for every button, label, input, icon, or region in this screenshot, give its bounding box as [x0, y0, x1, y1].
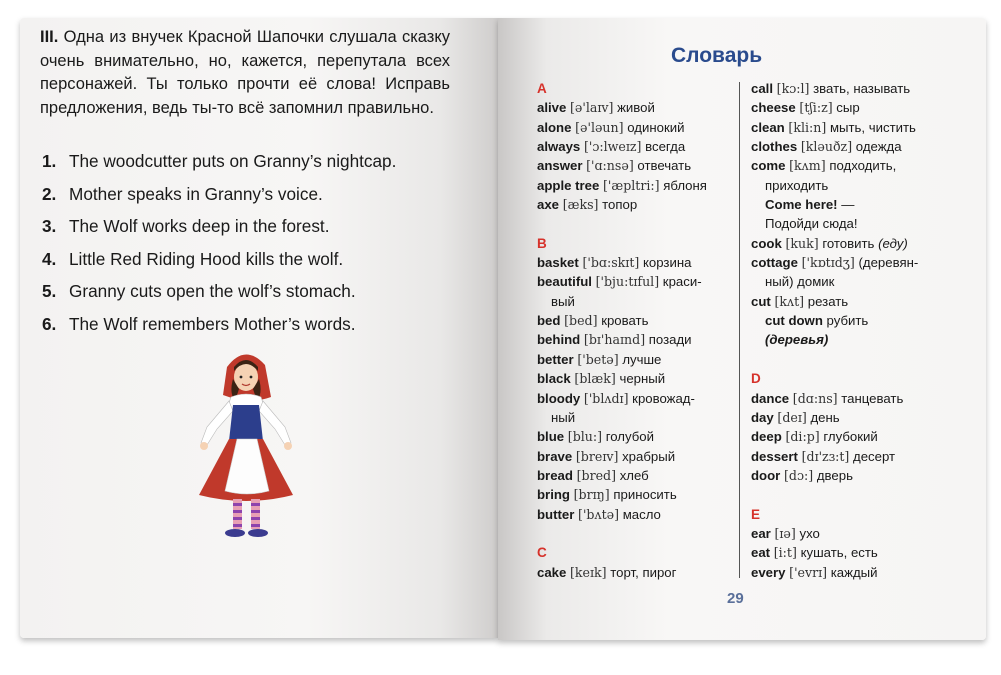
- entry-meaning: подходить,: [829, 158, 897, 174]
- entry-meaning: кушать, есть: [800, 545, 878, 561]
- entry-transcription: [kɔ:l]: [776, 81, 810, 96]
- entry-meaning: черный: [619, 371, 666, 387]
- entry-meaning: кровожад-: [632, 390, 695, 406]
- entry-word: behind: [537, 332, 581, 348]
- entry-meaning: готовить: [822, 235, 875, 251]
- sentence-text: Granny cuts open the wolf’s stomach.: [69, 281, 356, 302]
- entry-transcription: ['bʌtə]: [578, 506, 620, 522]
- red-riding-hood-illustration: [185, 345, 310, 545]
- sentence-text: The Wolf works deep in the forest.: [69, 216, 330, 237]
- dictionary-entry: [537, 98, 742, 117]
- entry-word: cheese: [751, 100, 796, 116]
- phrase-meaning: —: [841, 197, 855, 213]
- entry-meaning: звать, называть: [813, 81, 911, 96]
- entry-meaning: голубой: [605, 429, 654, 445]
- entry-word: alive: [537, 100, 567, 116]
- entry-meaning: одинокий: [627, 119, 685, 135]
- entry-meaning: приносить: [613, 487, 677, 503]
- dictionary-continuation: ный: [551, 409, 576, 425]
- dictionary-entry: [537, 195, 742, 214]
- entry-meaning: яблоня: [663, 177, 707, 193]
- dictionary-spacer: [751, 350, 956, 369]
- sentence-text: Little Red Riding Hood kills the wolf.: [69, 248, 344, 269]
- dictionary-entry: [537, 253, 742, 272]
- dictionary-entry: [537, 311, 742, 330]
- entry-meaning: мыть, чистить: [829, 119, 916, 135]
- entry-meaning: кровать: [601, 313, 649, 329]
- entry-transcription: [bred]: [576, 467, 617, 483]
- entry-meaning: храбрый: [622, 448, 676, 464]
- dictionary-entry: [537, 389, 742, 408]
- entry-meaning: лучше: [622, 351, 662, 367]
- dictionary-entry: [537, 330, 742, 349]
- entry-meaning: краси-: [662, 274, 702, 290]
- sentence-number: 1.: [42, 151, 57, 171]
- entry-transcription: ['evrɪ]: [789, 564, 828, 580]
- sentence-item: [42, 215, 462, 248]
- entry-word: dance: [751, 390, 790, 406]
- sentence-item: [42, 150, 462, 183]
- sentence-number: 3.: [42, 216, 57, 237]
- task-number: III.: [40, 28, 59, 46]
- dictionary-entry: [751, 234, 956, 253]
- dictionary-spacer: [537, 524, 742, 543]
- sentence-item: [42, 183, 462, 216]
- dictionary-continuation: ный) домик: [765, 274, 835, 290]
- dictionary-column-2: [751, 79, 956, 582]
- entry-word: day: [751, 409, 774, 425]
- entry-transcription: [blu:]: [567, 429, 603, 445]
- entry-word: ear: [751, 525, 771, 541]
- dictionary-entry: [751, 118, 956, 137]
- dictionary-entry: [537, 272, 742, 291]
- entry-transcription: [bed]: [564, 313, 598, 329]
- sentence-list: [42, 150, 462, 346]
- dictionary-letter: A: [537, 81, 547, 96]
- entry-transcription: [i:t]: [773, 545, 797, 561]
- entry-transcription: [dɑ:ns]: [792, 390, 838, 406]
- entry-meaning: глубокий: [823, 429, 878, 445]
- entry-word: always: [537, 139, 581, 155]
- entry-word: beautiful: [537, 274, 592, 290]
- entry-word: every: [751, 564, 786, 580]
- entry-word: door: [751, 467, 781, 483]
- entry-transcription: ['ɔ:lweɪz]: [583, 139, 642, 155]
- entry-meaning: позади: [648, 332, 692, 348]
- entry-transcription: ['ɑ:nsə]: [586, 158, 634, 174]
- dictionary-entry: [537, 118, 742, 137]
- page-number: 29: [727, 590, 744, 607]
- entry-word: axe: [537, 197, 560, 213]
- dictionary-letter: D: [751, 371, 761, 387]
- sentence-text: The Wolf remembers Mother’s words.: [69, 313, 356, 334]
- entry-word: deep: [751, 429, 782, 445]
- dictionary-entry: [751, 79, 956, 98]
- sentence-number: 4.: [42, 248, 57, 269]
- entry-meaning: топор: [602, 197, 638, 213]
- entry-transcription: ['blʌdɪ]: [583, 390, 629, 406]
- phrase-word: Come here!: [765, 197, 838, 213]
- phrase-meaning: рубить: [826, 313, 869, 329]
- entry-transcription: [deɪ]: [777, 409, 807, 425]
- entry-word: bread: [537, 467, 573, 483]
- entry-meaning: корзина: [642, 255, 692, 271]
- dictionary-entry: [751, 389, 956, 408]
- entry-meaning: всегда: [645, 139, 686, 155]
- phrase-word: cut down: [765, 313, 823, 329]
- dictionary-entry: [537, 156, 742, 175]
- entry-word: cook: [751, 235, 782, 251]
- sentence-item: [42, 280, 462, 313]
- dictionary-continuation: приходить: [765, 177, 829, 193]
- entry-word: cottage: [751, 255, 798, 271]
- entry-transcription: [æks]: [562, 197, 599, 213]
- dictionary-entry: [537, 369, 742, 388]
- entry-meaning: каждый: [830, 564, 878, 580]
- dictionary-continuation: вый: [551, 293, 575, 309]
- entry-word: come: [751, 158, 786, 174]
- entry-transcription: [kʌt]: [774, 293, 805, 309]
- entry-word: clean: [751, 119, 785, 135]
- entry-meaning: хлеб: [619, 467, 649, 483]
- dictionary-spacer: [751, 485, 956, 504]
- entry-transcription: ['bɑ:skɪt]: [582, 255, 640, 271]
- entry-word: bed: [537, 313, 561, 329]
- dictionary-letter: E: [751, 506, 761, 522]
- entry-word: cut: [751, 293, 771, 309]
- entry-transcription: [dɔ:]: [783, 467, 814, 483]
- dictionary-entry: [537, 505, 742, 524]
- entry-word: clothes: [751, 139, 798, 155]
- entry-word: eat: [751, 545, 771, 561]
- entry-meaning: резать: [807, 293, 849, 309]
- dictionary-entry: [751, 427, 956, 446]
- dictionary-entry: [537, 176, 742, 195]
- entry-word: dessert: [751, 448, 798, 464]
- entry-meaning: дверь: [816, 467, 853, 483]
- entry-word: basket: [537, 255, 579, 271]
- entry-transcription: [ɪə]: [774, 525, 796, 541]
- entry-word: blue: [537, 429, 565, 445]
- entry-meaning: живой: [617, 100, 655, 116]
- entry-transcription: [ə'laɪv]: [570, 100, 614, 116]
- entry-transcription: [kʌm]: [789, 158, 826, 174]
- entry-transcription: [kuk]: [785, 235, 819, 251]
- entry-transcription: [breɪv]: [575, 448, 619, 464]
- entry-meaning: ухо: [799, 525, 820, 541]
- entry-transcription: [brɪŋ]: [573, 487, 610, 503]
- entry-transcription: [di:p]: [785, 429, 820, 445]
- entry-meaning: день: [810, 409, 840, 425]
- entry-word: cake: [537, 564, 567, 580]
- entry-transcription: ['kɒtɪdʒ]: [801, 255, 855, 271]
- entry-word: black: [537, 371, 571, 387]
- entry-word: alone: [537, 119, 572, 135]
- sentence-number: 5.: [42, 281, 57, 302]
- entry-word: answer: [537, 158, 583, 174]
- entry-word: bloody: [537, 390, 581, 406]
- dictionary-entry: [751, 253, 956, 272]
- task-instructions: [40, 26, 450, 120]
- entry-meaning: сыр: [836, 100, 860, 116]
- dictionary-entry: [751, 466, 956, 485]
- dictionary-entry: [751, 524, 956, 543]
- dictionary-entry: [751, 156, 956, 175]
- dictionary-entry: [537, 350, 742, 369]
- dictionary-phrase: [751, 195, 956, 214]
- dictionary-entry: [751, 563, 956, 582]
- entry-transcription: [tʃi:z]: [799, 100, 833, 116]
- sentence-item: [42, 248, 462, 281]
- dictionary-letter: B: [537, 235, 547, 251]
- dictionary-entry: [751, 447, 956, 466]
- entry-transcription: ['betə]: [577, 351, 619, 367]
- dictionary-continuation: Подойди сюда!: [765, 216, 858, 232]
- entry-meaning: торт, пирог: [610, 564, 677, 580]
- dictionary-entry: [751, 543, 956, 562]
- entry-transcription: [blæk]: [574, 371, 616, 387]
- dictionary-entry: [537, 137, 742, 156]
- dictionary-entry: [751, 408, 956, 427]
- entry-word: better: [537, 351, 574, 367]
- entry-transcription: [keɪk]: [570, 564, 607, 580]
- entry-transcription: [bɪ'haɪnd]: [583, 332, 646, 348]
- dictionary-phrase: [751, 311, 956, 330]
- entry-meaning: отвечать: [637, 158, 692, 174]
- dictionary-column-1: [537, 79, 742, 582]
- entry-transcription: [dɪ'zɜ:t]: [801, 448, 850, 464]
- entry-transcription: ['bju:tɪful]: [595, 274, 660, 290]
- dictionary-letter: C: [537, 545, 547, 561]
- sentence-item: [42, 313, 462, 346]
- dictionary-entry: [537, 447, 742, 466]
- dictionary-entry: [537, 563, 742, 582]
- entry-note: (еду): [878, 235, 908, 251]
- entry-meaning: (деревян-: [858, 255, 919, 271]
- entry-word: apple tree: [537, 177, 600, 193]
- dictionary-title: Словарь: [671, 44, 763, 67]
- entry-transcription: [ə'ləun]: [575, 119, 624, 135]
- dictionary-entry: [751, 137, 956, 156]
- entry-word: brave: [537, 448, 573, 464]
- entry-meaning: танцевать: [841, 390, 904, 406]
- entry-transcription: [kləuðz]: [800, 139, 853, 155]
- dictionary-entry: [537, 485, 742, 504]
- dictionary-entry: [751, 98, 956, 117]
- entry-transcription: [kli:n]: [788, 119, 827, 135]
- dictionary-entry: [537, 427, 742, 446]
- sentence-number: 2.: [42, 183, 57, 204]
- sentence-number: 6.: [42, 313, 57, 334]
- note-text: (деревья): [765, 332, 829, 348]
- entry-word: call: [751, 81, 773, 96]
- dictionary-spacer: [537, 214, 742, 233]
- entry-meaning: масло: [622, 506, 661, 522]
- entry-meaning: одежда: [855, 139, 902, 155]
- sentence-text: Mother speaks in Granny’s voice.: [69, 183, 323, 204]
- dictionary-entry: [537, 466, 742, 485]
- task-text: Одна из внучек Красной Шапочки слушала сказку очень внимательно, но, кажется, перепутала всех персонажей. Ты только прочти её слова! Исправь предложения, ведь ты-то всё запомнил правильно.: [40, 28, 450, 117]
- entry-transcription: ['æpltri:]: [602, 177, 660, 193]
- entry-word: butter: [537, 506, 575, 522]
- dictionary-note: [751, 330, 956, 349]
- dictionary-entry: [751, 292, 956, 311]
- sentence-text: The woodcutter puts on Granny’s nightcap.: [69, 151, 397, 171]
- entry-word: bring: [537, 487, 570, 503]
- entry-meaning: десерт: [853, 448, 896, 464]
